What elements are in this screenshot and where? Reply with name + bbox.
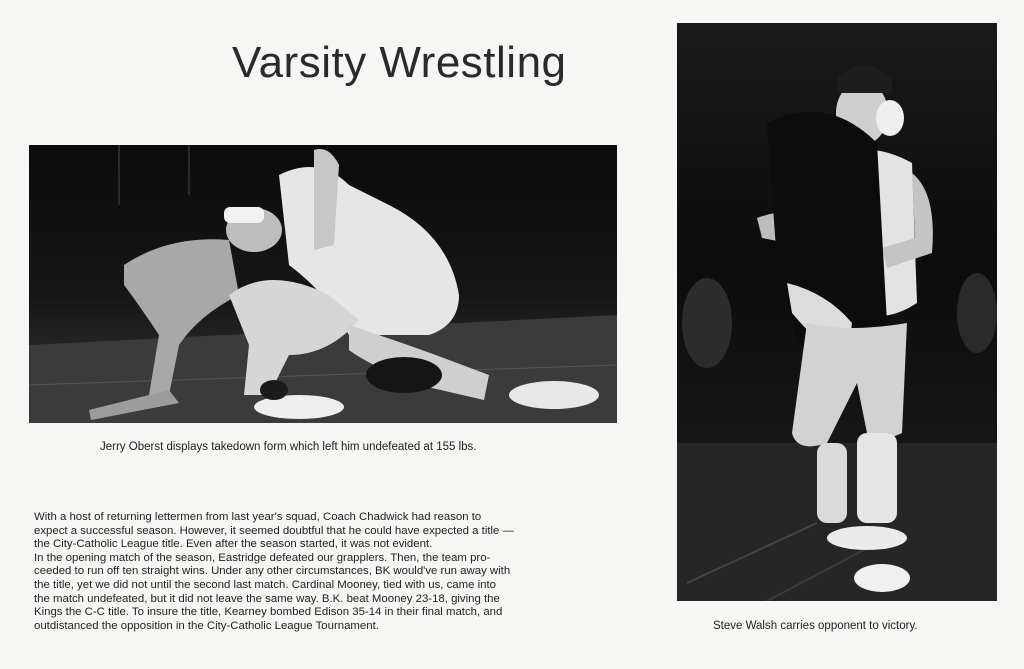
page-title: Varsity Wrestling: [232, 38, 567, 87]
article-text: [34, 511, 614, 633]
article-line: the title, yet we did not until the second last match. Cardinal Mooney, tied with us, came into: [34, 578, 496, 591]
article-line: With a host of returning lettermen from last year's squad, Coach Chadwick had reason to: [34, 511, 482, 523]
article-line: the match undefeated, but it did not leave the same way. B.K. beat Mooney 23-18, giving the: [34, 592, 500, 605]
left-photo-caption: Jerry Oberst displays takedown form which left him undefeated at 155 lbs.: [100, 441, 477, 453]
carry-photo-illustration: [677, 23, 997, 601]
right-photo-caption: Steve Walsh carries opponent to victory.: [713, 620, 918, 632]
takedown-photo-illustration: [29, 145, 617, 423]
article-line: ceeded to run off ten straight wins. Under any other circumstances, BK would've run away with: [34, 565, 511, 578]
article-line: the City-Catholic League title. Even after the season started, it was not evident.: [34, 538, 433, 551]
wrestling-takedown-photo: [29, 145, 617, 423]
article-line: expect a successful season. However, it seemed doubtful that he could have expected a title —: [34, 524, 514, 537]
article-line: Kings the C-C title. To insure the title, Kearney bombed Edison 35-14 in their final match, and: [34, 606, 503, 619]
wrestler-carry-photo: [677, 23, 997, 601]
article-line: outdistanced the opposition in the City-Catholic League Tournament.: [34, 619, 379, 632]
article-line: In the opening match of the season, Eastridge defeated our grapplers. Then, the team pro-: [34, 551, 491, 564]
